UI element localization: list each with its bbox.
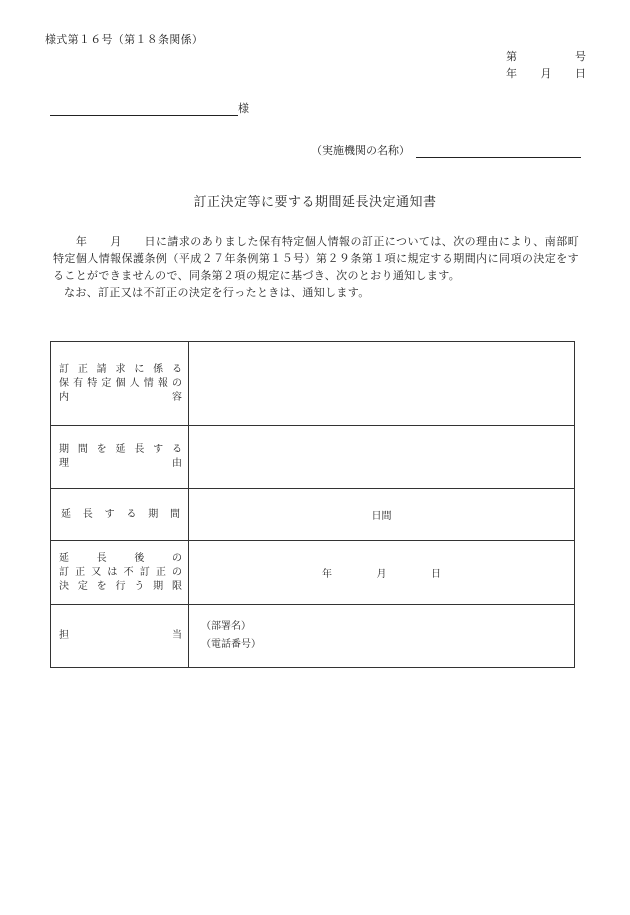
notice-paragraph-1: 年 月 日に請求のありました保有特定個人情報の訂正については、次の理由により、南部町特定個人情報保護条例（平成２７年条例第１５号）第２９条第１項に規定する期間内に同項の決定をすることができませんので、同条第２項の規定に基づき、次のとおり通知します。	[53, 235, 579, 282]
agency-blank-line	[416, 144, 581, 158]
label-person-in-charge	[51, 605, 189, 668]
label-line: 訂 正 又 は 不 訂 正 の	[59, 566, 182, 578]
deadline-month: 月	[376, 569, 387, 580]
addressee-blank-line	[50, 102, 238, 116]
table-row	[51, 489, 575, 541]
deadline-year: 年	[322, 569, 332, 580]
label-line: 内 容	[59, 391, 182, 403]
deadline-day: 日	[431, 569, 441, 580]
label-line: 理 由	[59, 458, 182, 469]
notice-table	[50, 341, 575, 668]
label-decision-deadline	[51, 541, 189, 605]
value-decision-deadline[interactable]	[189, 541, 575, 605]
label-extension-period	[51, 489, 189, 541]
label-line: 期 間 を 延 長 す る	[59, 444, 182, 455]
document-number	[506, 48, 586, 64]
agency-name	[311, 142, 581, 158]
issue-date	[506, 65, 586, 81]
addressee	[50, 100, 249, 116]
form-number: 様式第１６号（第１８条関係）	[45, 33, 204, 46]
label-line: 決 定 を 行 う 期 限	[59, 580, 182, 592]
table-row	[51, 605, 575, 668]
label-correction-info	[51, 342, 189, 426]
table-row	[51, 342, 575, 426]
value-extension-reason[interactable]	[189, 426, 575, 489]
value-person-in-charge[interactable]	[189, 605, 575, 668]
addressee-suffix: 様	[238, 102, 249, 115]
phone-number: （電話番号）	[201, 639, 261, 650]
table-row	[51, 541, 575, 605]
date-month: 月	[540, 67, 552, 80]
document-title: 訂正決定等に要する期間延長決定通知書	[193, 195, 437, 210]
label-line: 担 当	[59, 630, 182, 641]
notice-body	[53, 233, 579, 301]
value-correction-info[interactable]	[189, 342, 575, 426]
label-line: 延 長 す る 期 間	[61, 508, 180, 520]
label-line: 訂 正 請 求 に 係 る	[59, 363, 182, 375]
doc-no-prefix: 第	[506, 50, 517, 63]
value-extension-period[interactable]: 日間	[189, 489, 575, 541]
date-year: 年	[506, 67, 517, 80]
label-extension-reason	[51, 426, 189, 489]
deadline-date	[322, 565, 441, 580]
agency-label: （実施機関の名称）	[311, 144, 410, 157]
label-line: 保 有 特 定 個 人 情 報 の	[59, 377, 182, 389]
department-name: （部署名）	[201, 621, 251, 632]
table-row	[51, 426, 575, 489]
notice-paragraph-2: なお、訂正又は不訂正の決定を行ったときは、通知します。	[64, 286, 370, 299]
date-day: 日	[575, 67, 586, 80]
label-line: 延 長 後 の	[59, 552, 182, 564]
doc-no-suffix: 号	[575, 50, 586, 63]
